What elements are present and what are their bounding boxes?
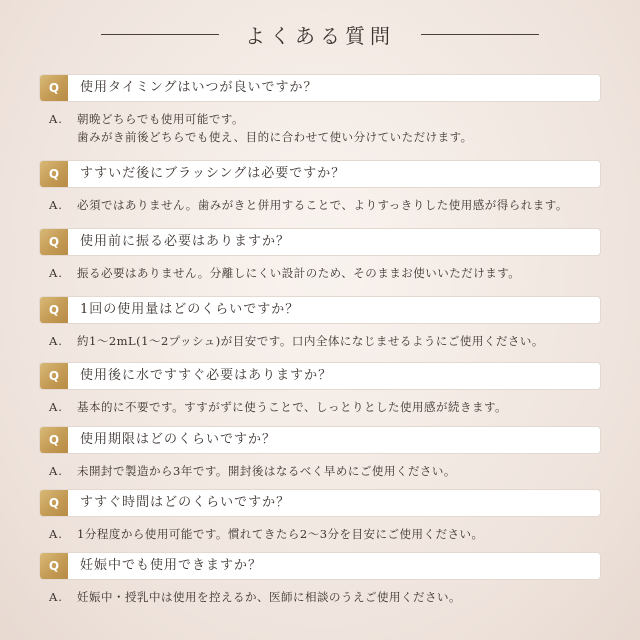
q-badge: Q bbox=[40, 363, 68, 389]
a-label: A. bbox=[49, 590, 63, 604]
answer-block bbox=[39, 196, 601, 214]
a-label: A. bbox=[49, 112, 63, 126]
answer-text: 未開封で製造から3年です。開封後はなるべく早めにご使用ください。 bbox=[77, 464, 456, 478]
question-row bbox=[39, 296, 601, 324]
q-badge: Q bbox=[40, 427, 68, 453]
question-row bbox=[39, 228, 601, 256]
faq-item bbox=[39, 160, 601, 214]
answer-block bbox=[39, 462, 601, 480]
answer-text: 朝晩どちらでも使用可能です。 bbox=[77, 112, 244, 126]
answer-text: 約1～2mL(1～2プッシュ)が目安です。口内全体になじませるようにご使用ください。 bbox=[77, 334, 544, 348]
question-row bbox=[39, 74, 601, 102]
question-row bbox=[39, 362, 601, 390]
question-text: 使用前に振る必要はありますか？ bbox=[80, 234, 291, 249]
answer-text: 必須ではありません。歯みがきと併用することで、よりすっきりした使用感が得られます。 bbox=[77, 198, 568, 212]
answer-block bbox=[39, 110, 601, 146]
faq-item bbox=[39, 489, 601, 543]
answer-text: 妊娠中・授乳中は使用を控えるか、医師に相談のうえご使用ください。 bbox=[77, 590, 461, 604]
question-text: 使用期限はどのくらいですか？ bbox=[80, 432, 277, 447]
a-label: A. bbox=[49, 464, 63, 478]
answer-block bbox=[39, 264, 601, 282]
question-row bbox=[39, 552, 601, 580]
faq-item bbox=[39, 552, 601, 606]
q-badge: Q bbox=[40, 553, 68, 579]
a-label: A. bbox=[49, 527, 63, 541]
page-header bbox=[0, 14, 640, 54]
faq-item bbox=[39, 296, 601, 350]
question-text: すすいだ後にブラッシングは必要ですか？ bbox=[80, 166, 346, 181]
q-badge: Q bbox=[40, 161, 68, 187]
question-row bbox=[39, 489, 601, 517]
question-text: すすぐ時間はどのくらいですか？ bbox=[80, 495, 291, 510]
a-label: A. bbox=[49, 400, 63, 414]
page-title: よくある質問 bbox=[245, 23, 395, 48]
faq-item bbox=[39, 426, 601, 480]
q-badge: Q bbox=[40, 297, 68, 323]
header-rule-left bbox=[101, 34, 219, 35]
answer-text: 1分程度から使用可能です。慣れてきたら2～3分を目安にご使用ください。 bbox=[77, 527, 484, 541]
a-label: A. bbox=[49, 198, 63, 212]
answer-block bbox=[39, 332, 601, 350]
question-text: 使用タイミングはいつが良いですか？ bbox=[80, 80, 318, 95]
faq-item bbox=[39, 228, 601, 282]
answer-text: 歯みがき前後どちらでも使え、目的に合わせて使い分けていただけます。 bbox=[77, 130, 473, 144]
header-rule-right bbox=[421, 34, 539, 35]
question-text: 使用後に水ですすぐ必要はありますか？ bbox=[80, 368, 333, 383]
q-badge: Q bbox=[40, 490, 68, 516]
faq-item bbox=[39, 74, 601, 146]
answer-block bbox=[39, 588, 601, 606]
answer-block bbox=[39, 525, 601, 543]
faq-item bbox=[39, 362, 601, 416]
answer-block bbox=[39, 398, 601, 416]
q-badge: Q bbox=[40, 229, 68, 255]
question-text: 1回の使用量はどのくらいですか？ bbox=[80, 302, 300, 317]
question-text: 妊娠中でも使用できますか？ bbox=[80, 558, 263, 573]
a-label: A. bbox=[49, 266, 63, 280]
q-badge: Q bbox=[40, 75, 68, 101]
answer-text: 振る必要はありません。分離しにくい設計のため、そのままお使いいただけます。 bbox=[77, 266, 521, 280]
answer-text: 基本的に不要です。すすがずに使うことで、しっとりとした使用感が続きます。 bbox=[77, 400, 508, 414]
question-row bbox=[39, 426, 601, 454]
a-label: A. bbox=[49, 334, 63, 348]
question-row bbox=[39, 160, 601, 188]
